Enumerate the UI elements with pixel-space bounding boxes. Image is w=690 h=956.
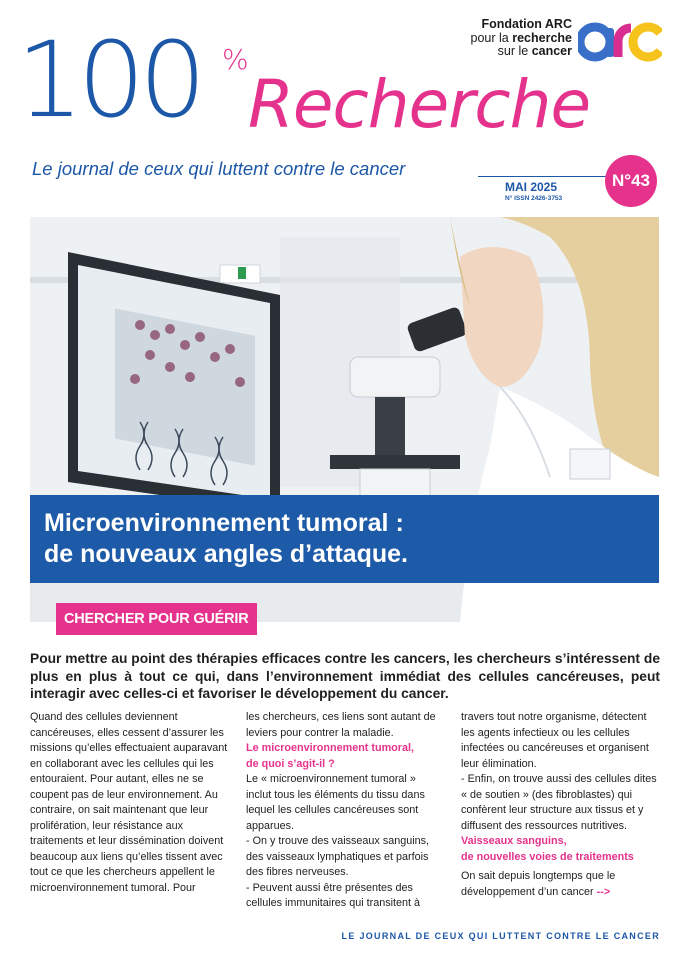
category-tag: CHERCHER POUR GUÉRIR: [56, 603, 257, 635]
issue-date: MAI 2025: [505, 180, 558, 194]
foundation-line-2-bold: recherche: [512, 30, 572, 45]
column-1: [30, 710, 228, 896]
headline-line-1: Microenvironnement tumoral :: [44, 509, 404, 537]
column-3-paragraph-3: [461, 869, 659, 900]
column-2-paragraph-4: - Peuvent aussi être présentes des cellules immunitaires qui transitent à: [246, 881, 421, 909]
column-3-paragraph-2: - Enfin, on trouve aussi des cellules dites « de soutien » (des fibroblastes) qui confèrent leur structure aux tissus et y diffusent des ressources nutritives.: [461, 773, 657, 832]
footer-tagline: LE JOURNAL DE CEUX QUI LUTTENT CONTRE LE CANCER: [341, 931, 660, 941]
masthead-title: Recherche: [248, 66, 591, 143]
column-3-paragraph-3-text: On sait depuis longtemps que le développement d’un cancer: [461, 870, 616, 898]
continue-arrow-icon: -->: [596, 885, 611, 898]
headline: [44, 508, 644, 570]
foundation-name: [446, 18, 572, 59]
masthead-tagline: Le journal de ceux qui luttent contre le cancer: [32, 158, 406, 179]
arc-logo: [578, 14, 662, 64]
foundation-line-1: Fondation ARC: [481, 17, 572, 31]
subheading-microenvironment-2: de quoi s’agit-il ?: [246, 757, 335, 770]
subheading-vessels-2: de nouvelles voies de traitements: [461, 850, 634, 863]
foundation-line-3-bold: cancer: [531, 44, 572, 58]
masthead-number: 100: [16, 19, 201, 141]
column-3: [461, 710, 659, 900]
column-2: [246, 710, 442, 912]
headline-line-2: de nouveaux angles d’attaque.: [44, 540, 408, 568]
column-1-paragraph: Quand des cellules deviennent cancéreuses, elles cessent d’assurer les missions qu’elles effectuaient auparavant en collaborant avec les cellules qui les entouraient. Pour autant, elles ne se coupent pas de leur environnement. Au contraire, on sait maintenant que leur prolifération, leur résistance aux traitements et leur dissémination doivent beaucoup aux liens qu’elles tissent avec tout ce que les chercheurs appellent le microenvironnement tumoral. Pour: [30, 711, 228, 894]
intro-paragraph: Pour mettre au point des thérapies efficaces contre les cancers, les chercheurs s’intéressent de plus en plus à tout ce qui, dans l’environnement immédiat des cellules cancéreuses, peut interagir avec celles-ci et favoriser le développement du cancer.: [30, 651, 660, 701]
column-2-paragraph-3: - On y trouve des vaisseaux sanguins, des vaisseaux lymphatiques et parfois des fibres nerveuses.: [246, 835, 430, 878]
foundation-line-2-pre: pour la: [470, 30, 513, 45]
subheading-vessels-1: Vaisseaux sanguins,: [461, 835, 567, 847]
issue-number-badge: N°43: [605, 155, 657, 207]
column-2-paragraph-2: Le « microenvironnement tumoral » inclut tous les éléments du tissu dans lequel les cellules cancéreuses sont apparues.: [246, 773, 425, 832]
subheading-microenvironment-1: Le microenvironnement tumoral,: [246, 742, 414, 754]
issn: N° ISSN 2426-3753: [505, 195, 563, 202]
masthead-percent: %: [222, 43, 249, 76]
column-2-paragraph-1: les chercheurs, ces liens sont autant de leviers pour contrer la maladie.: [246, 711, 436, 739]
masthead-rule: [478, 176, 618, 177]
foundation-line-3-pre: sur le: [497, 44, 532, 58]
column-3-paragraph-1: travers tout notre organisme, détectent les agents infectieux ou les cellules infectées ou cancéreuses et organisent leur élimination.: [461, 711, 649, 770]
